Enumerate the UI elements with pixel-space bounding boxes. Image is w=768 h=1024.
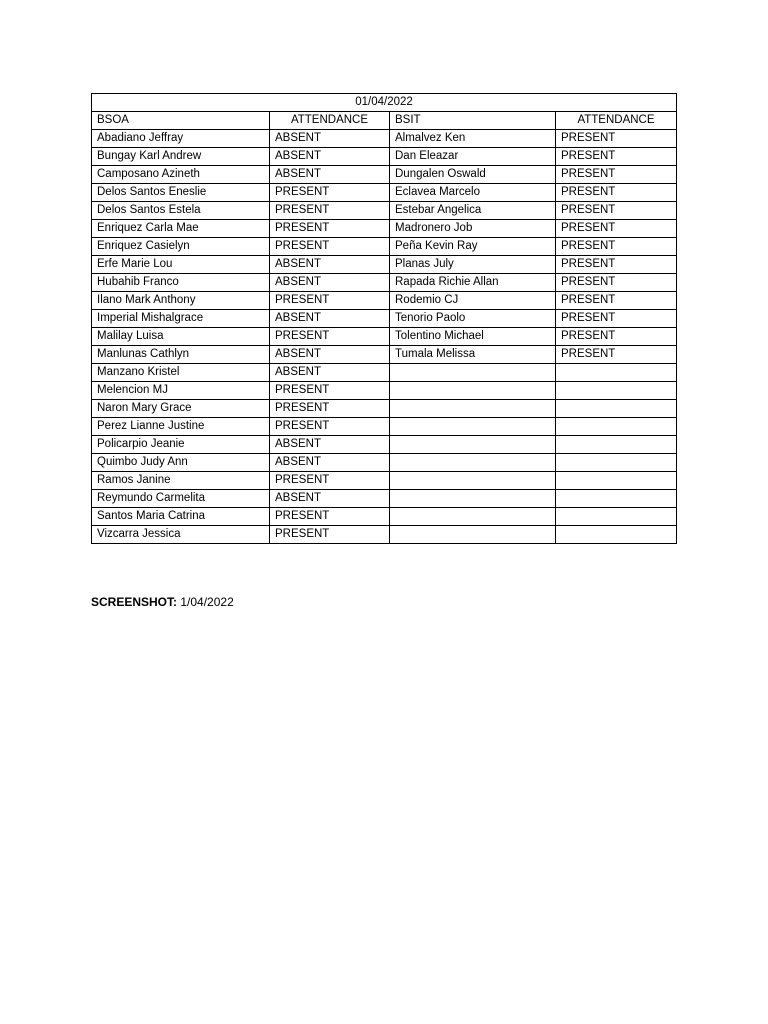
bsit-attendance-status: PRESENT <box>556 328 677 346</box>
bsit-attendance-status <box>556 382 677 400</box>
bsoa-header: BSOA <box>92 112 270 130</box>
bsoa-attendance-status: PRESENT <box>270 184 390 202</box>
bsoa-attendance-status: ABSENT <box>270 346 390 364</box>
bsit-header: BSIT <box>390 112 556 130</box>
bsit-student-name: Rodemio CJ <box>390 292 556 310</box>
bsoa-student-name: Manlunas Cathlyn <box>92 346 270 364</box>
bsit-student-name: Peña Kevin Ray <box>390 238 556 256</box>
bsoa-attendance-status: PRESENT <box>270 400 390 418</box>
table-row <box>92 184 677 202</box>
bsit-student-name <box>390 400 556 418</box>
table-row <box>92 130 677 148</box>
bsit-attendance-status <box>556 454 677 472</box>
bsoa-attendance-status: ABSENT <box>270 490 390 508</box>
bsit-student-name: Planas July <box>390 256 556 274</box>
bsit-student-name: Almalvez Ken <box>390 130 556 148</box>
attendance-table-body <box>92 94 677 544</box>
bsit-attendance-status: PRESENT <box>556 130 677 148</box>
bsit-attendance-status <box>556 364 677 382</box>
bsit-student-name <box>390 454 556 472</box>
bsoa-attendance-status: PRESENT <box>270 526 390 544</box>
bsit-student-name: Tumala Melissa <box>390 346 556 364</box>
bsit-attendance-status <box>556 436 677 454</box>
table-row <box>92 148 677 166</box>
date-header-row <box>92 94 677 112</box>
bsoa-student-name: Perez Lianne Justine <box>92 418 270 436</box>
bsit-student-name <box>390 436 556 454</box>
bsoa-student-name: Malilay Luisa <box>92 328 270 346</box>
table-row <box>92 256 677 274</box>
bsoa-attendance-status: PRESENT <box>270 328 390 346</box>
bsoa-attendance-status: ABSENT <box>270 436 390 454</box>
bsit-attendance-status <box>556 526 677 544</box>
bsoa-student-name: Reymundo Carmelita <box>92 490 270 508</box>
bsit-attendance-header: ATTENDANCE <box>556 112 677 130</box>
bsit-student-name <box>390 472 556 490</box>
bsoa-student-name: Vizcarra Jessica <box>92 526 270 544</box>
bsit-student-name: Dan Eleazar <box>390 148 556 166</box>
bsoa-student-name: Erfe Marie Lou <box>92 256 270 274</box>
bsoa-attendance-status: PRESENT <box>270 238 390 256</box>
bsit-student-name: Tenorio Paolo <box>390 310 556 328</box>
bsoa-attendance-status: ABSENT <box>270 454 390 472</box>
bsoa-attendance-header: ATTENDANCE <box>270 112 390 130</box>
bsit-attendance-status: PRESENT <box>556 202 677 220</box>
bsoa-attendance-status: PRESENT <box>270 418 390 436</box>
bsoa-attendance-status: ABSENT <box>270 364 390 382</box>
table-row <box>92 220 677 238</box>
bsoa-student-name: Camposano Azineth <box>92 166 270 184</box>
bsit-attendance-status: PRESENT <box>556 238 677 256</box>
table-row <box>92 418 677 436</box>
date-header: 01/04/2022 <box>92 94 677 112</box>
bsit-attendance-status: PRESENT <box>556 346 677 364</box>
bsit-student-name <box>390 490 556 508</box>
table-row <box>92 436 677 454</box>
bsit-student-name: Eclavea Marcelo <box>390 184 556 202</box>
bsoa-student-name: Ilano Mark Anthony <box>92 292 270 310</box>
table-row <box>92 490 677 508</box>
bsoa-student-name: Bungay Karl Andrew <box>92 148 270 166</box>
bsoa-attendance-status: PRESENT <box>270 472 390 490</box>
table-row <box>92 382 677 400</box>
table-row <box>92 472 677 490</box>
bsoa-attendance-status: PRESENT <box>270 202 390 220</box>
bsit-attendance-status: PRESENT <box>556 184 677 202</box>
bsoa-attendance-status: ABSENT <box>270 148 390 166</box>
bsit-attendance-status: PRESENT <box>556 166 677 184</box>
bsoa-attendance-status: ABSENT <box>270 256 390 274</box>
bsoa-student-name: Abadiano Jeffray <box>92 130 270 148</box>
bsit-student-name: Madronero Job <box>390 220 556 238</box>
table-row <box>92 310 677 328</box>
bsoa-student-name: Policarpio Jeanie <box>92 436 270 454</box>
bsoa-student-name: Melencion MJ <box>92 382 270 400</box>
table-row <box>92 274 677 292</box>
table-row <box>92 292 677 310</box>
bsoa-student-name: Santos Maria Catrina <box>92 508 270 526</box>
bsoa-student-name: Enriquez Carla Mae <box>92 220 270 238</box>
bsit-student-name <box>390 508 556 526</box>
caption-date: 1/04/2022 <box>180 595 234 609</box>
bsoa-student-name: Imperial Mishalgrace <box>92 310 270 328</box>
bsoa-attendance-status: ABSENT <box>270 130 390 148</box>
bsoa-attendance-status: PRESENT <box>270 508 390 526</box>
bsoa-student-name: Naron Mary Grace <box>92 400 270 418</box>
attendance-table <box>91 93 677 544</box>
bsoa-attendance-status: PRESENT <box>270 220 390 238</box>
column-header-row <box>92 112 677 130</box>
table-row <box>92 526 677 544</box>
table-row <box>92 346 677 364</box>
bsoa-student-name: Enriquez Casielyn <box>92 238 270 256</box>
bsoa-student-name: Hubahib Franco <box>92 274 270 292</box>
bsit-attendance-status: PRESENT <box>556 310 677 328</box>
bsit-attendance-status: PRESENT <box>556 274 677 292</box>
bsit-attendance-status <box>556 508 677 526</box>
table-row <box>92 508 677 526</box>
bsoa-student-name: Quimbo Judy Ann <box>92 454 270 472</box>
bsit-attendance-status: PRESENT <box>556 256 677 274</box>
bsit-attendance-status <box>556 490 677 508</box>
bsit-student-name <box>390 382 556 400</box>
bsit-attendance-status <box>556 418 677 436</box>
bsoa-attendance-status: ABSENT <box>270 274 390 292</box>
bsit-student-name <box>390 526 556 544</box>
bsit-attendance-status: PRESENT <box>556 220 677 238</box>
bsoa-student-name: Manzano Kristel <box>92 364 270 382</box>
bsoa-attendance-status: ABSENT <box>270 310 390 328</box>
bsit-student-name: Estebar Angelica <box>390 202 556 220</box>
bsit-attendance-status <box>556 472 677 490</box>
bsoa-attendance-status: ABSENT <box>270 166 390 184</box>
bsit-attendance-status: PRESENT <box>556 148 677 166</box>
bsoa-attendance-status: PRESENT <box>270 382 390 400</box>
table-row <box>92 328 677 346</box>
bsit-student-name: Dungalen Oswald <box>390 166 556 184</box>
bsit-attendance-status <box>556 400 677 418</box>
bsit-student-name: Rapada Richie Allan <box>390 274 556 292</box>
table-row <box>92 166 677 184</box>
table-row <box>92 454 677 472</box>
bsoa-student-name: Delos Santos Eneslie <box>92 184 270 202</box>
table-row <box>92 202 677 220</box>
bsit-student-name: Tolentino Michael <box>390 328 556 346</box>
bsit-student-name <box>390 418 556 436</box>
bsoa-attendance-status: PRESENT <box>270 292 390 310</box>
bsoa-student-name: Delos Santos Estela <box>92 202 270 220</box>
table-row <box>92 238 677 256</box>
bsit-student-name <box>390 364 556 382</box>
screenshot-caption <box>91 594 234 610</box>
table-row <box>92 364 677 382</box>
caption-label: SCREENSHOT: <box>91 595 178 609</box>
table-row <box>92 400 677 418</box>
bsit-attendance-status: PRESENT <box>556 292 677 310</box>
bsoa-student-name: Ramos Janine <box>92 472 270 490</box>
